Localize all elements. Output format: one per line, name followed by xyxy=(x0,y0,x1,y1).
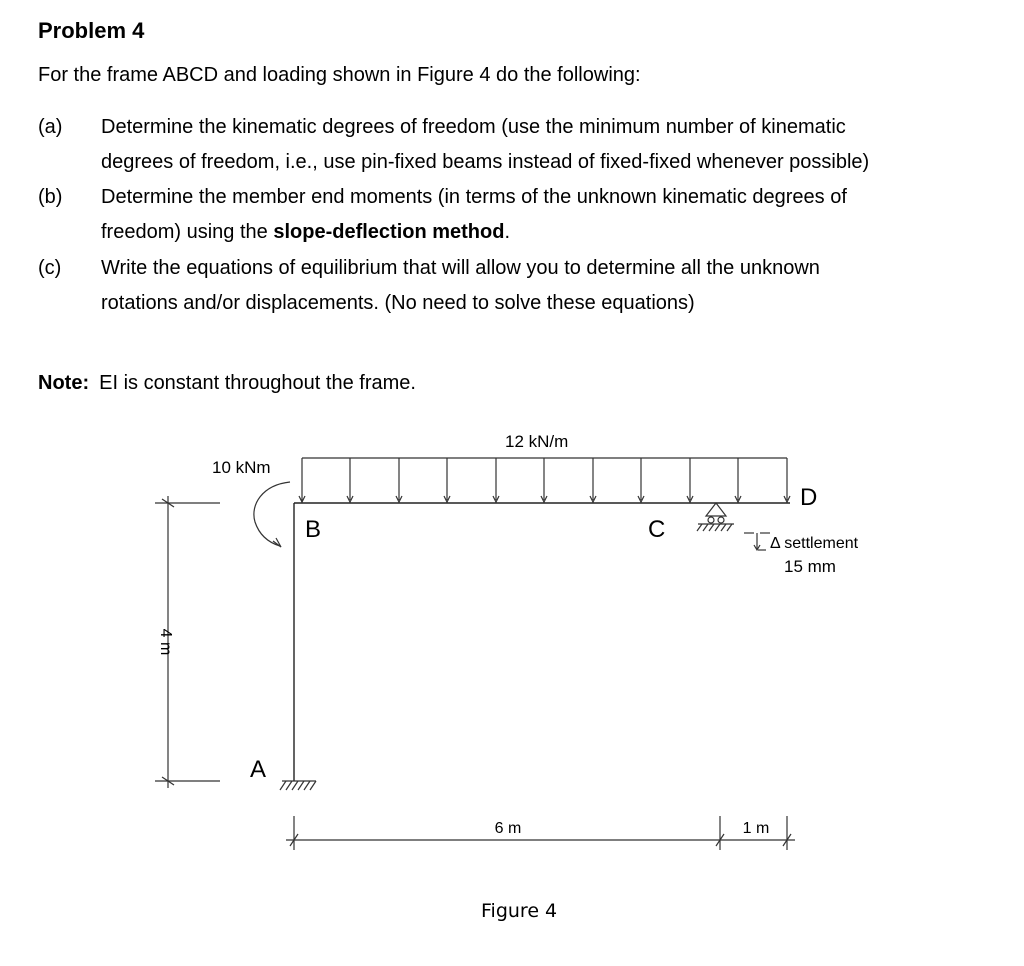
settlement-value: 15 mm xyxy=(784,557,836,576)
dimension-height-label: 4 m xyxy=(157,628,174,656)
problem-intro: For the frame ABCD and loading shown in Figure 4 do the following: xyxy=(38,64,641,86)
fixed-support-a xyxy=(280,781,316,790)
dimension-span xyxy=(286,816,795,850)
distributed-load-label: 12 kN/m xyxy=(505,432,569,451)
settlement-marker xyxy=(744,533,770,550)
part-b-method: slope-deflection method xyxy=(273,221,505,243)
figure-caption: Figure 4 xyxy=(481,900,558,922)
node-c-label: C xyxy=(648,516,666,543)
part-a-line2: degrees of freedom, i.e., use pin-fixed beams instead of fixed-fixed whenever possible) xyxy=(101,151,870,173)
settlement-label: Δ settlement xyxy=(770,535,859,552)
note-label: Note: xyxy=(38,372,90,394)
part-b-line2-post: . xyxy=(504,221,511,243)
roller-support-c xyxy=(697,503,734,531)
note-text: EI is constant throughout the frame. xyxy=(99,372,416,394)
part-b-line2-pre: freedom) using the xyxy=(101,221,274,243)
dimension-span-label: 6 m xyxy=(494,820,522,837)
applied-moment-arrow xyxy=(254,482,290,547)
load-arrows xyxy=(299,458,790,502)
problem-title: Problem 4 xyxy=(38,18,145,43)
part-c-label: (c) xyxy=(38,257,62,279)
part-a-label: (a) xyxy=(38,116,63,138)
part-b-line1: Determine the member end moments (in terms of the unknown kinematic degrees of xyxy=(101,186,847,208)
part-c-line1: Write the equations of equilibrium that will allow you to determine all the unknown xyxy=(101,257,820,279)
applied-moment-label: 10 kNm xyxy=(212,458,271,477)
node-d-label: D xyxy=(800,484,818,511)
part-a-line1: Determine the kinematic degrees of freedom (use the minimum number of kinematic xyxy=(101,116,846,138)
part-b-label: (b) xyxy=(38,186,63,208)
dimension-overhang-label: 1 m xyxy=(742,820,770,837)
node-a-label: A xyxy=(250,756,267,783)
node-b-label: B xyxy=(305,516,322,543)
part-c-line2: rotations and/or displacements. (No need to solve these equations) xyxy=(101,292,695,314)
